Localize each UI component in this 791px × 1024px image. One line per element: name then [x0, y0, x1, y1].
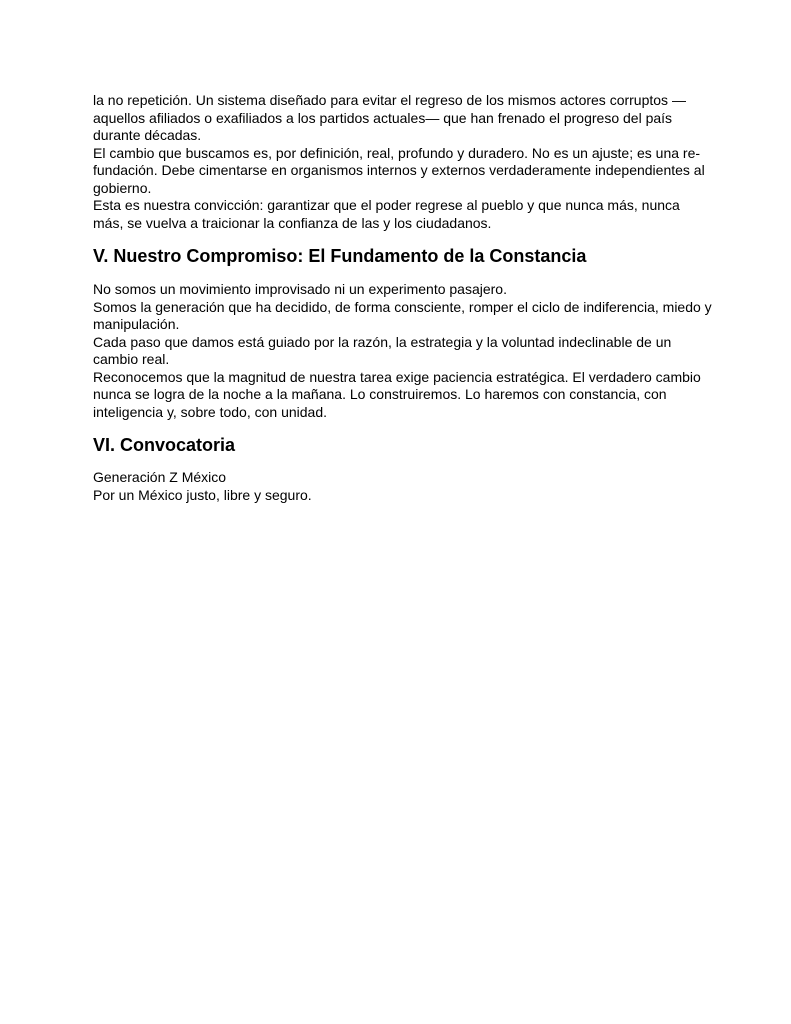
intro-paragraph-2: El cambio que buscamos es, por definición, real, profundo y duradero. No es un ajuste; es una re-fundación. Debe cimentarse en organismos internos y externos verdaderamente independientes al gobierno. [93, 144, 705, 196]
document-body [93, 92, 713, 504]
section-v-paragraph-3: Cada paso que damos está guiado por la razón, la estrategia y la voluntad indeclinable de un cambio real. [93, 333, 672, 367]
section-v-heading: V. Nuestro Compromiso: El Fundamento de la Constancia [93, 246, 587, 266]
section-v-paragraph-2: Somos la generación que ha decidido, de forma consciente, romper el ciclo de indiferencia, miedo y manipulación. [93, 298, 712, 332]
signature-line: Generación Z México [93, 469, 227, 485]
section-vi-heading: VI. Convocatoria [93, 435, 236, 455]
section-v-paragraph-4: Reconocemos que la magnitud de nuestra tarea exige paciencia estratégica. El verdadero cambio nunca se logra de la noche a la mañana. Lo construiremos. Lo haremos con constancia, con inteligencia y, sobre todo, con unidad. [93, 368, 701, 420]
intro-paragraph-3: Esta es nuestra convicción: garantizar que el poder regrese al pueblo y que nunca más, nunca más, se vuelva a traicionar la confianza de las y los ciudadanos. [93, 197, 680, 231]
intro-paragraph-1: la no repetición. Un sistema diseñado para evitar el regreso de los mismos actores corruptos —aquellos afiliados o exafiliados a los partidos actuales— que han frenado el progreso del país durante décadas. [93, 92, 686, 143]
section-v-paragraph-1: No somos un movimiento improvisado ni un experimento pasajero. [93, 281, 507, 297]
slogan-line: Por un México justo, libre y seguro. [93, 486, 312, 503]
